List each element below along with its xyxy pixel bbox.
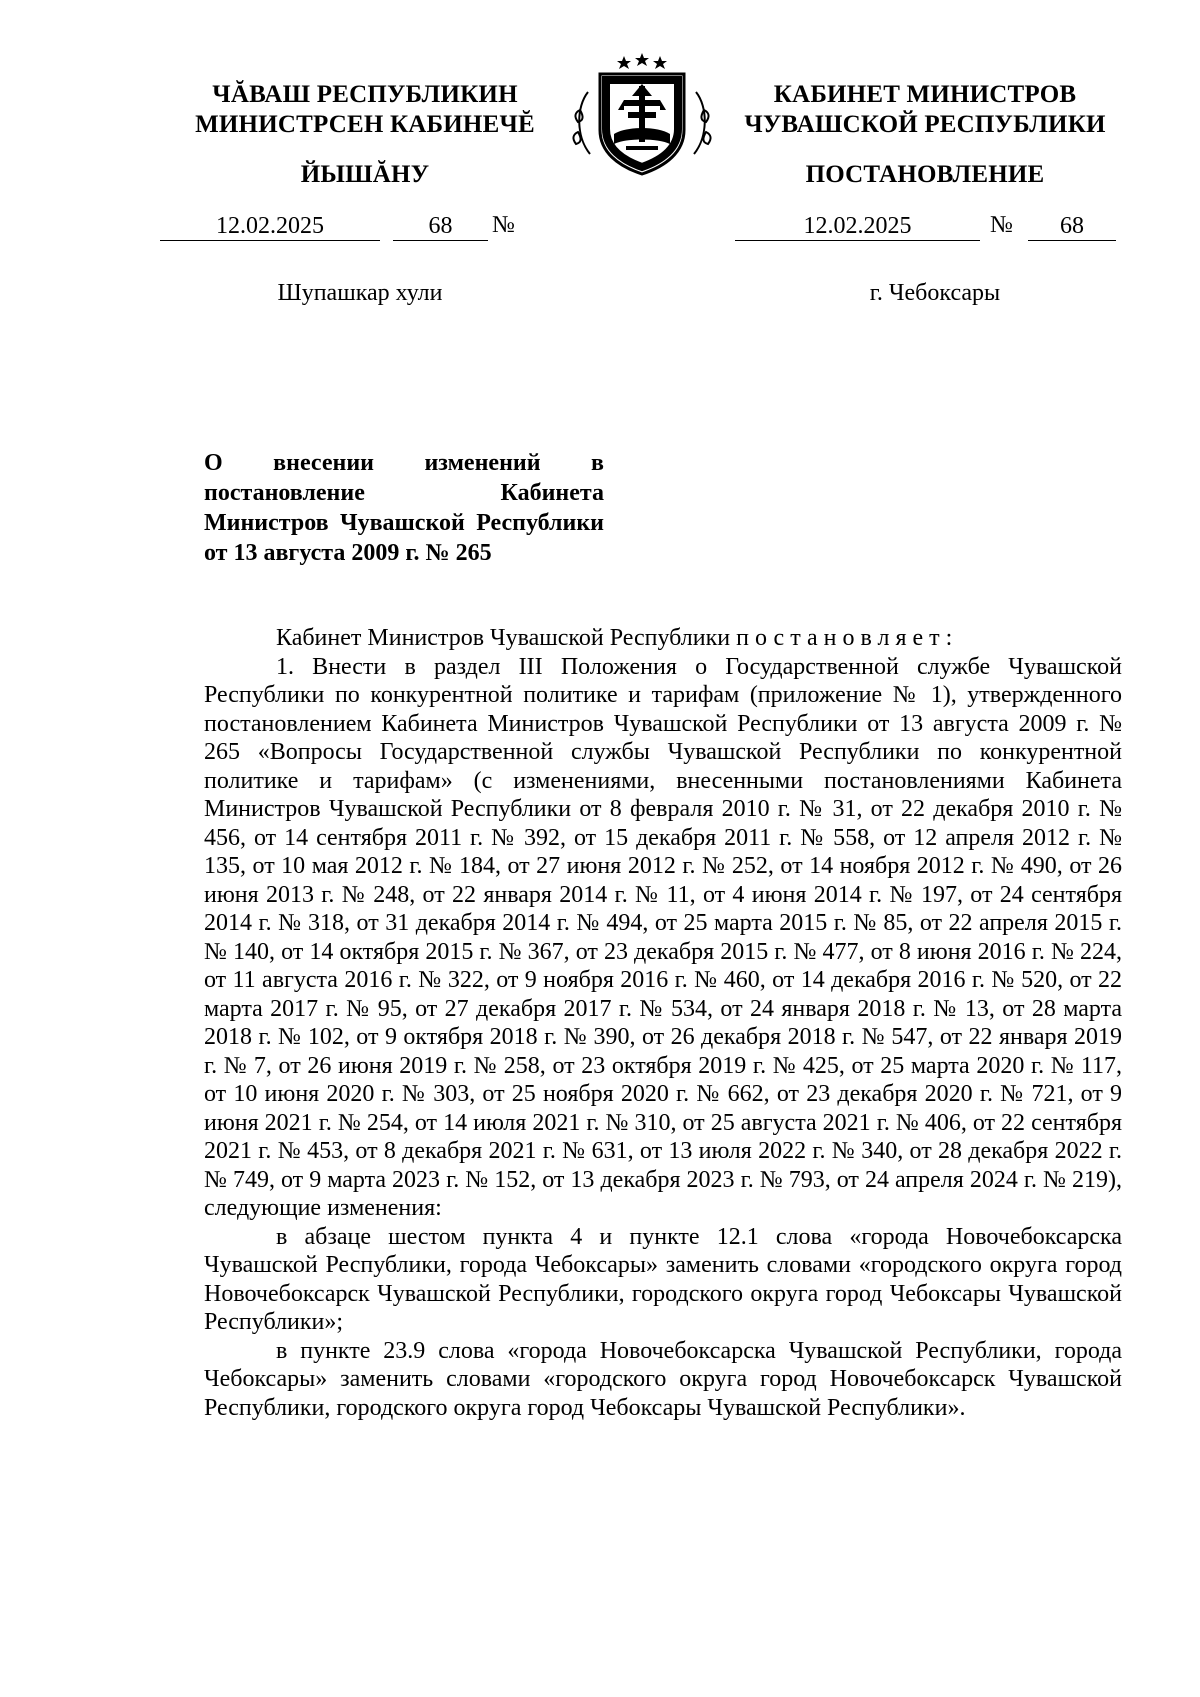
right-city: г. Чебоксары bbox=[869, 280, 1001, 306]
left-org-line2: МИНИСТРСЕН КАБИНЕЧĔ bbox=[195, 111, 535, 138]
right-number: 68 bbox=[1028, 212, 1116, 241]
left-number: 68 bbox=[393, 212, 488, 241]
left-org-name bbox=[160, 80, 570, 140]
paragraph-3: в пункте 23.9 слова «города Новочебоксарска Чувашской Республики, города Чебоксары» заменить словами «городского округа город Новочебоксарск Чувашской Республики, городского округа город Чебоксары Чувашской Республики». bbox=[204, 1337, 1122, 1421]
intro-spaced-word: постановляет: bbox=[736, 625, 959, 651]
left-date: 12.02.2025 bbox=[160, 212, 380, 241]
right-doc-type: ПОСТАНОВЛЕНИЕ bbox=[805, 161, 1045, 188]
intro-paragraph bbox=[204, 624, 1122, 653]
left-city: Шупашкар хули bbox=[277, 280, 443, 306]
paragraph-1: 1. Внести в раздел III Положения о Государственной службе Чувашской Республики по конкурентной политике и тарифам (приложение № 1), утвержденного постановлением Кабинета Министров Чувашской Республики от 13 августа 2009 г. № 265 «Вопросы Государственной службы Чувашской Республики по конкурентной политике и тарифам» (с изменениями, внесенными постановлениями Кабинета Министров Чувашской Республики от 8 февраля 2010 г. № 31, от 22 декабря 2010 г. № 456, от 14 сентября 2011 г. № 392, от 15 декабря 2011 г. № 558, от 12 апреля 2012 г. № 135, от 10 мая 2012 г. № 184, от 27 июня 2012 г. № 252, от 14 ноября 2012 г. № 490, от 26 июня 2013 г. № 248, от 22 января 2014 г. № 11, от 4 июня 2014 г. № 197, от 24 сентября 2014 г. № 318, от 31 декабря 2014 г. № 494, от 25 марта 2015 г. № 85, от 22 апреля 2015 г. № 140, от 14 октября 2015 г. № 367, от 23 декабря 2015 г. № 477, от 8 июня 2016 г. № 224, от 11 августа 2016 г. № 322, от 9 ноября 2016 г. № 460, от 14 декабря 2016 г. № 520, от 22 марта 2017 г. № 95, от 27 декабря 2017 г. № 534, от 24 января 2018 г. № 13, от 28 марта 2018 г. № 102, от 9 октября 2018 г. № 390, от 26 декабря 2018 г. № 547, от 22 января 2019 г. № 7, от 26 июня 2019 г. № 258, от 23 октября 2019 г. № 425, от 25 марта 2020 г. № 117, от 10 июня 2020 г. № 303, от 25 ноября 2020 г. № 662, от 23 декабря 2020 г. № 721, от 9 июня 2021 г. № 254, от 14 июля 2021 г. № 310, от 25 августа 2021 г. № 406, от 22 сентября 2021 г. № 453, от 8 декабря 2021 г. № 631, от 13 июля 2022 г. № 340, от 28 декабря 2022 г. № 749, от 9 марта 2023 г. № 152, от 13 декабря 2023 г. № 793, от 24 апреля 2024 г. № 219), следующие изменения: bbox=[204, 653, 1122, 1221]
document-body bbox=[204, 624, 1122, 1422]
intro-prefix: Кабинет Министров Чувашской Республики bbox=[276, 625, 737, 651]
right-org-line2: ЧУВАШСКОЙ РЕСПУБЛИКИ bbox=[744, 111, 1106, 138]
document-title: О внесении изменений в постановление Кабинета Министров Чувашской Республики от 13 августа 2009 г. № 265 bbox=[204, 450, 604, 566]
right-date: 12.02.2025 bbox=[735, 212, 980, 241]
paragraph-2: в абзаце шестом пункта 4 и пункте 12.1 слова «города Новочебоксарска Чувашской Республики, города Чебоксары» заменить словами «городского округа город Новочебоксарск Чувашской Республики, городского округа город Чебоксары Чувашской Республики»; bbox=[204, 1223, 1122, 1335]
left-number-sign: № bbox=[492, 212, 515, 238]
left-doc-type: ЙЫШĂНУ bbox=[300, 161, 430, 188]
right-org-name bbox=[725, 80, 1125, 140]
left-org-line1: ЧĂВАШ РЕСПУБЛИКИН bbox=[212, 81, 518, 108]
chuvash-coat-of-arms-icon bbox=[566, 52, 718, 180]
right-org-line1: КАБИНЕТ МИНИСТРОВ bbox=[773, 81, 1077, 108]
right-number-sign: № bbox=[990, 212, 1013, 238]
